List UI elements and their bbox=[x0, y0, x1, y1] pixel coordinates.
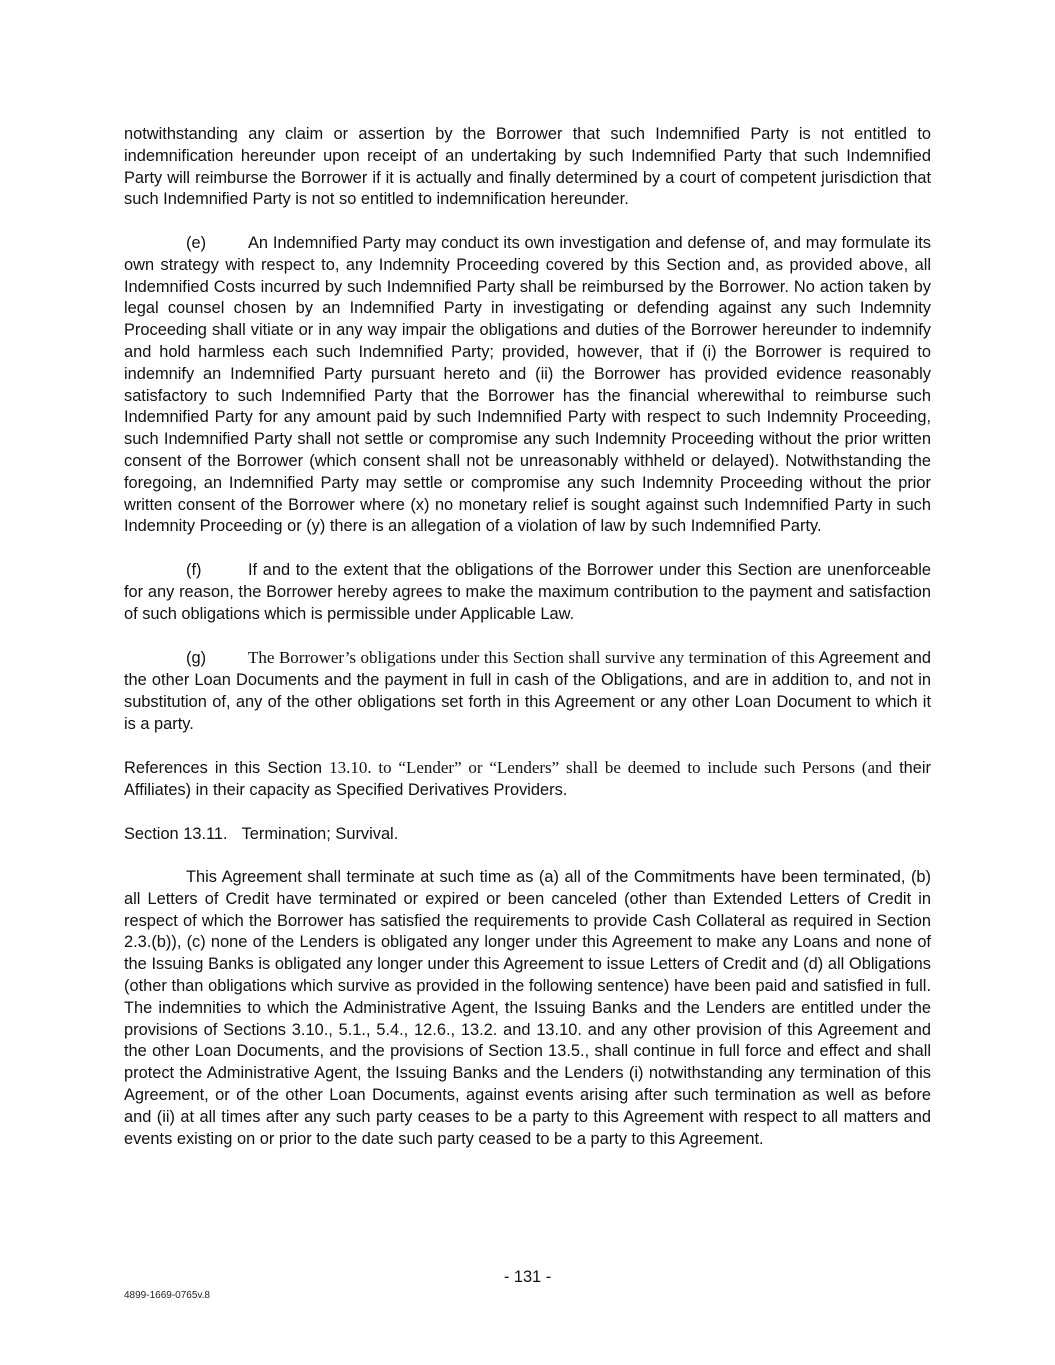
clause-g-label: (g) bbox=[186, 649, 207, 668]
section-heading bbox=[124, 824, 931, 846]
clause-f-label: (f) bbox=[186, 560, 202, 579]
page-number: - 131 - bbox=[503, 1268, 552, 1286]
clause-e bbox=[124, 233, 931, 538]
clause-g-text-rest: Agreement and the other Loan Documents and the payment in full in cash of the Obligations, and are in addition to, and not in substitution of, any of the other obligations set forth in this Agreement or any other Loan Document to which it is a party. bbox=[124, 649, 932, 733]
termination-paragraph: This Agreement shall terminate at such time as (a) all of the Commitments have been terminated, (b) all Letters of Credit have terminated or expired or been canceled (other than Extended Letters of Credit in respect of which the Borrower has satisfied the requirements to provide Cash Collateral as required in Section 2.3.(b)), (c) none of the Lenders is obligated any longer under this Agreement to make any Loans and none of the Issuing Banks is obligated any longer under this Agreement to issue Letters of Credit and (d) all Obligations (other than obligations which survive as provided in the following sentence) have been paid and satisfied in full. The indemnities to which the Administrative Agent, the Issuing Banks and the Lenders are entitled under the provisions of Sections 3.10., 5.1., 5.4., 12.6., 13.2. and 13.10. and any other provision of this Agreement and the other Loan Documents, and the provisions of Section 13.5., shall continue in full force and effect and shall protect the Administrative Agent, the Issuing Banks and the Lenders (i) notwithstanding any termination of this Agreement, or of the other Loan Documents, against events arising after such termination as well as before and (ii) at all times after any such party ceases to be a party to this Agreement with respect to all matters and events existing on or prior to the date such party ceased to be a party to this Agreement. bbox=[124, 868, 931, 1148]
continued-paragraph: notwithstanding any claim or assertion by the Borrower that such Indemnified Party is not entitled to indemnification hereunder upon receipt of an undertaking by such Indemnified Party that such Indemnified Party will reimburse the Borrower if it is actually and finally determined by a court of competent jurisdiction that such Indemnified Party is not so entitled to indemnification hereunder. bbox=[124, 125, 931, 209]
references-text-a: References in this Section bbox=[124, 759, 323, 778]
clause-g-text-serif: The Borrower’s obligations under this Section shall survive any termination of this bbox=[248, 648, 815, 668]
references-paragraph bbox=[124, 757, 931, 802]
document-id: 4899-1669-0765v.8 bbox=[124, 1290, 210, 1301]
references-text-serif: 13.10. to “Lender” or “Lenders” shall be deemed to include such Persons (and bbox=[329, 758, 892, 778]
section-number: Section 13.11. bbox=[124, 824, 228, 843]
clause-e-text: An Indemnified Party may conduct its own investigation and defense of, and may formulate its own strategy with respect to, any Indemnity Proceeding covered by this Section and, as provided above, all Indemnified Costs incurred by such Indemnified Party shall be reimbursed by the Borrower. No action taken by legal counsel chosen by an Indemnified Party in investigating or defending against any such Indemnity Proceeding shall vitiate or in any way impair the obligations and duties of the Borrower hereunder to indemnify and hold harmless each such Indemnified Party; provided, however, that if (i) the Borrower is required to indemnify an Indemnified Party pursuant hereto and (ii) the Borrower has provided evidence reasonably satisfactory to such Indemnified Party that the Borrower has the financial wherewithal to reimburse such Indemnified Party for any amount paid by such Indemnified Party with respect to such Indemnity Proceeding, such Indemnified Party shall not settle or compromise any such Indemnity Proceeding without the prior written consent of the Borrower (which consent shall not be unreasonably withheld or delayed). Notwithstanding the foregoing, an Indemnified Party may settle or compromise any such Indemnity Proceeding without the prior written consent of the Borrower where (x) no monetary relief is sought against such Indemnified Party in such Indemnity Proceeding or (y) there is an allegation of a violation of law by such Indemnified Party. bbox=[124, 233, 931, 536]
clause-f bbox=[124, 560, 931, 625]
clause-g bbox=[124, 647, 931, 735]
clause-f-text: If and to the extent that the obligations of the Borrower under this Section are unenforceable for any reason, the Borrower hereby agrees to make the maximum contribution to the payment and satisfaction of such obligations which is permissible under Applicable Law. bbox=[124, 560, 931, 623]
document-body bbox=[124, 124, 931, 1172]
references-text-b: their Affiliates) in their capacity as Specified Derivatives Providers. bbox=[124, 759, 931, 799]
clause-e-label: (e) bbox=[186, 233, 207, 252]
section-title: Termination; Survival. bbox=[241, 824, 399, 843]
